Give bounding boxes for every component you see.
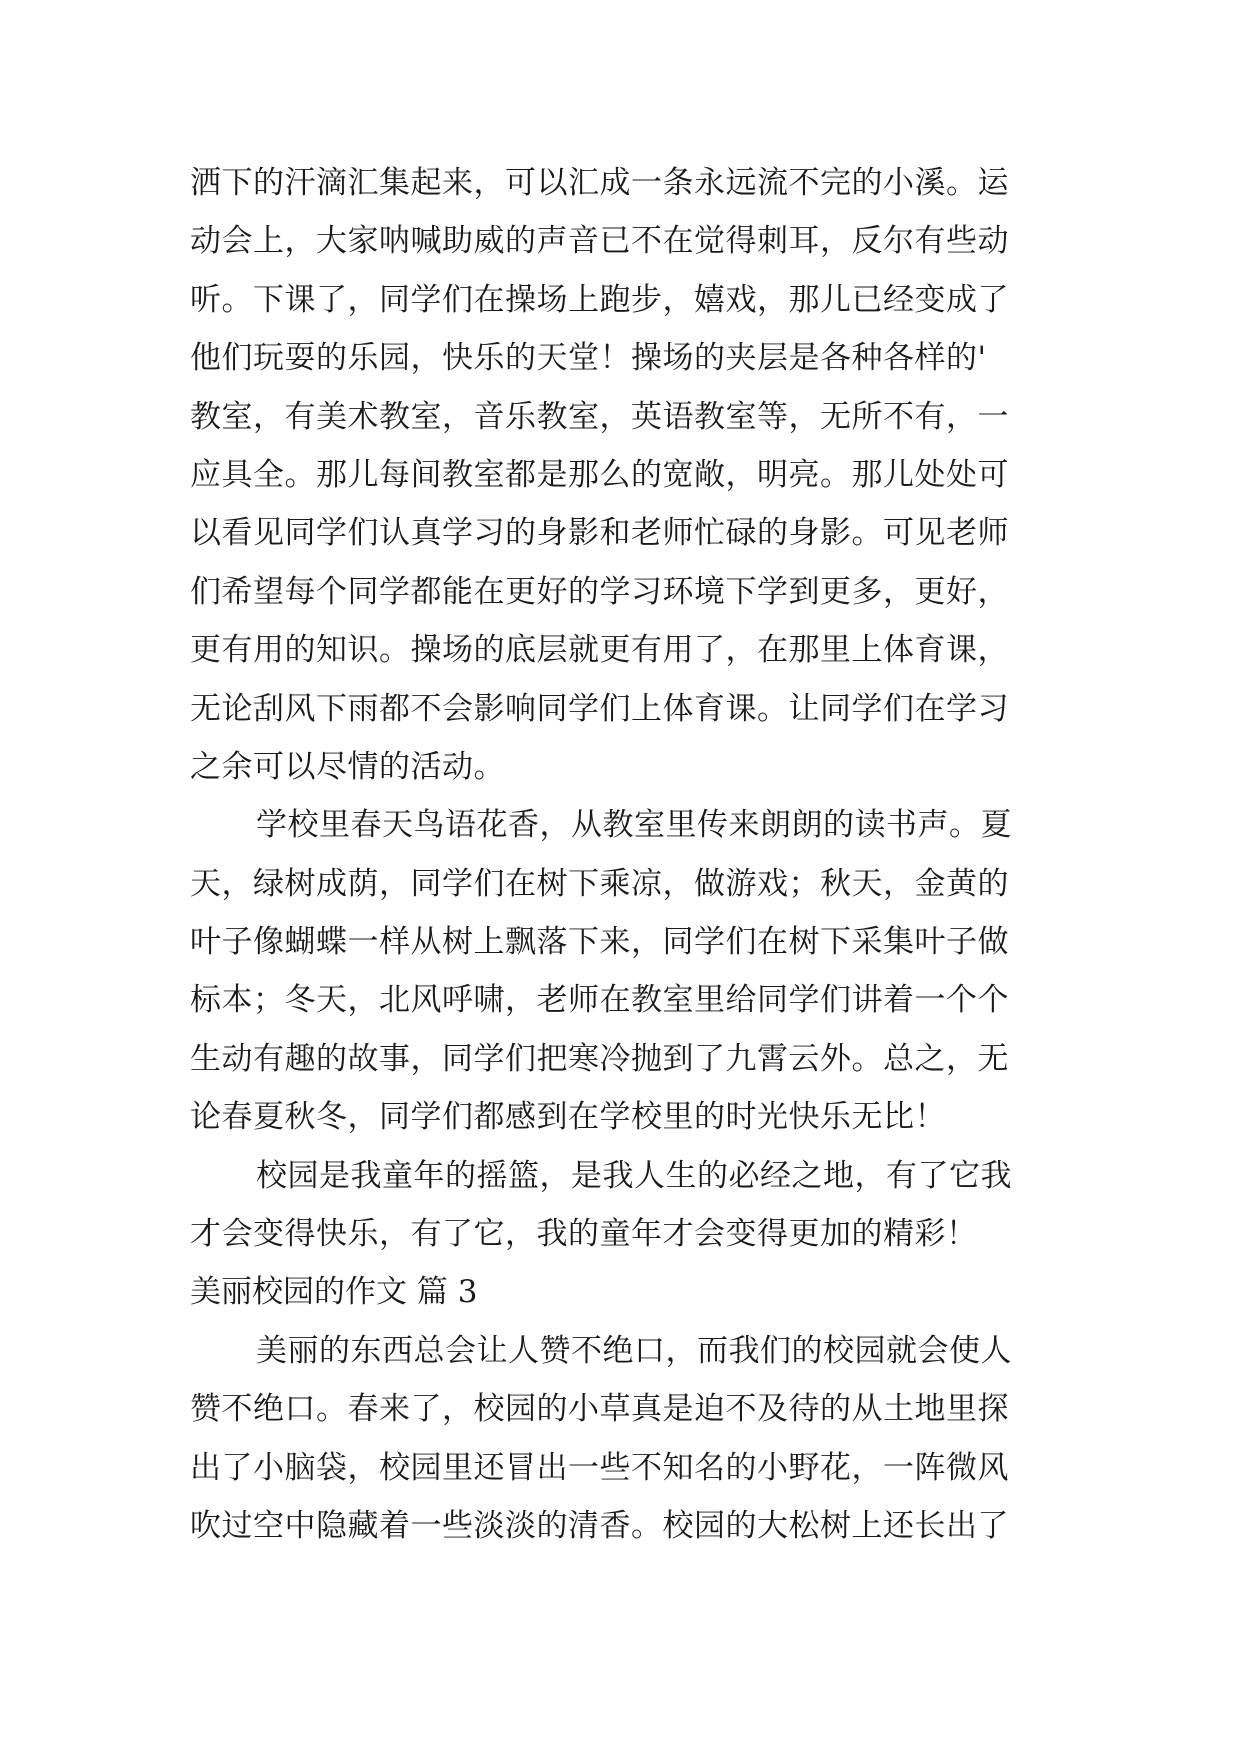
text-line: 动会上，大家呐喊助威的声音已不在觉得刺耳，反尔有些动	[190, 223, 1009, 260]
text-line: 标本；冬天，北风呼啸，老师在教室里给同学们讲着一个个	[190, 982, 1009, 1019]
text-line: 们希望每个同学都能在更好的学习环境下学到更多，更好，	[190, 573, 1009, 610]
text-line: 之余可以尽情的活动。	[190, 748, 505, 785]
text-line: 赞不绝口。春来了，校园的小草真是迫不及待的从土地里探	[190, 1391, 1009, 1428]
text-line: 吹过空中隐藏着一些淡淡的清香。校园的大松树上还长出了	[190, 1507, 1009, 1544]
section-heading: 美丽校园的作文 篇 3	[190, 1274, 478, 1311]
paragraph-first-line: 美丽的东西总会让人赞不绝口，而我们的校园就会使人	[256, 1332, 1012, 1369]
text-line: 教室，有美术教室，音乐教室，英语教室等，无所不有，一	[190, 398, 1009, 435]
text-line: 听。下课了，同学们在操场上跑步，嬉戏，那儿已经变成了	[190, 281, 1009, 318]
paragraph-first-line: 学校里春天鸟语花香，从教室里传来朗朗的读书声。夏	[256, 807, 1012, 844]
text-line: 更有用的知识。操场的底层就更有用了，在那里上体育课，	[190, 632, 1009, 669]
text-line: 天，绿树成荫，同学们在树下乘凉，做游戏；秋天，金黄的	[190, 865, 1009, 902]
paragraph-first-line: 校园是我童年的摇篮，是我人生的必经之地，有了它我	[256, 1157, 1012, 1194]
text-line: 叶子像蝴蝶一样从树上飘落下来，同学们在树下采集叶子做	[190, 924, 1009, 961]
text-line: 他们玩耍的乐园，快乐的天堂！操场的夹层是各种各样的'	[190, 340, 987, 377]
text-line: 洒下的汗滴汇集起来，可以汇成一条永远流不完的小溪。运	[190, 165, 1009, 201]
text-line: 出了小脑袋，校园里还冒出一些不知名的小野花，一阵微风	[190, 1449, 1009, 1486]
text-line: 才会变得快乐，有了它，我的童年才会变得更加的精彩！	[190, 1216, 978, 1253]
text-line: 应具全。那儿每间教室都是那么的宽敞，明亮。那儿处处可	[190, 456, 1009, 493]
document-body	[190, 154, 1070, 1555]
text-line: 生动有趣的故事，同学们把寒冷抛到了九霄云外。总之，无	[190, 1040, 1009, 1077]
text-line: 论春夏秋冬，同学们都感到在学校里的时光快乐无比！	[190, 1099, 946, 1136]
text-line: 无论刮风下雨都不会影响同学们上体育课。让同学们在学习	[190, 690, 1009, 727]
text-line: 以看见同学们认真学习的身影和老师忙碌的身影。可见老师	[190, 515, 1009, 552]
